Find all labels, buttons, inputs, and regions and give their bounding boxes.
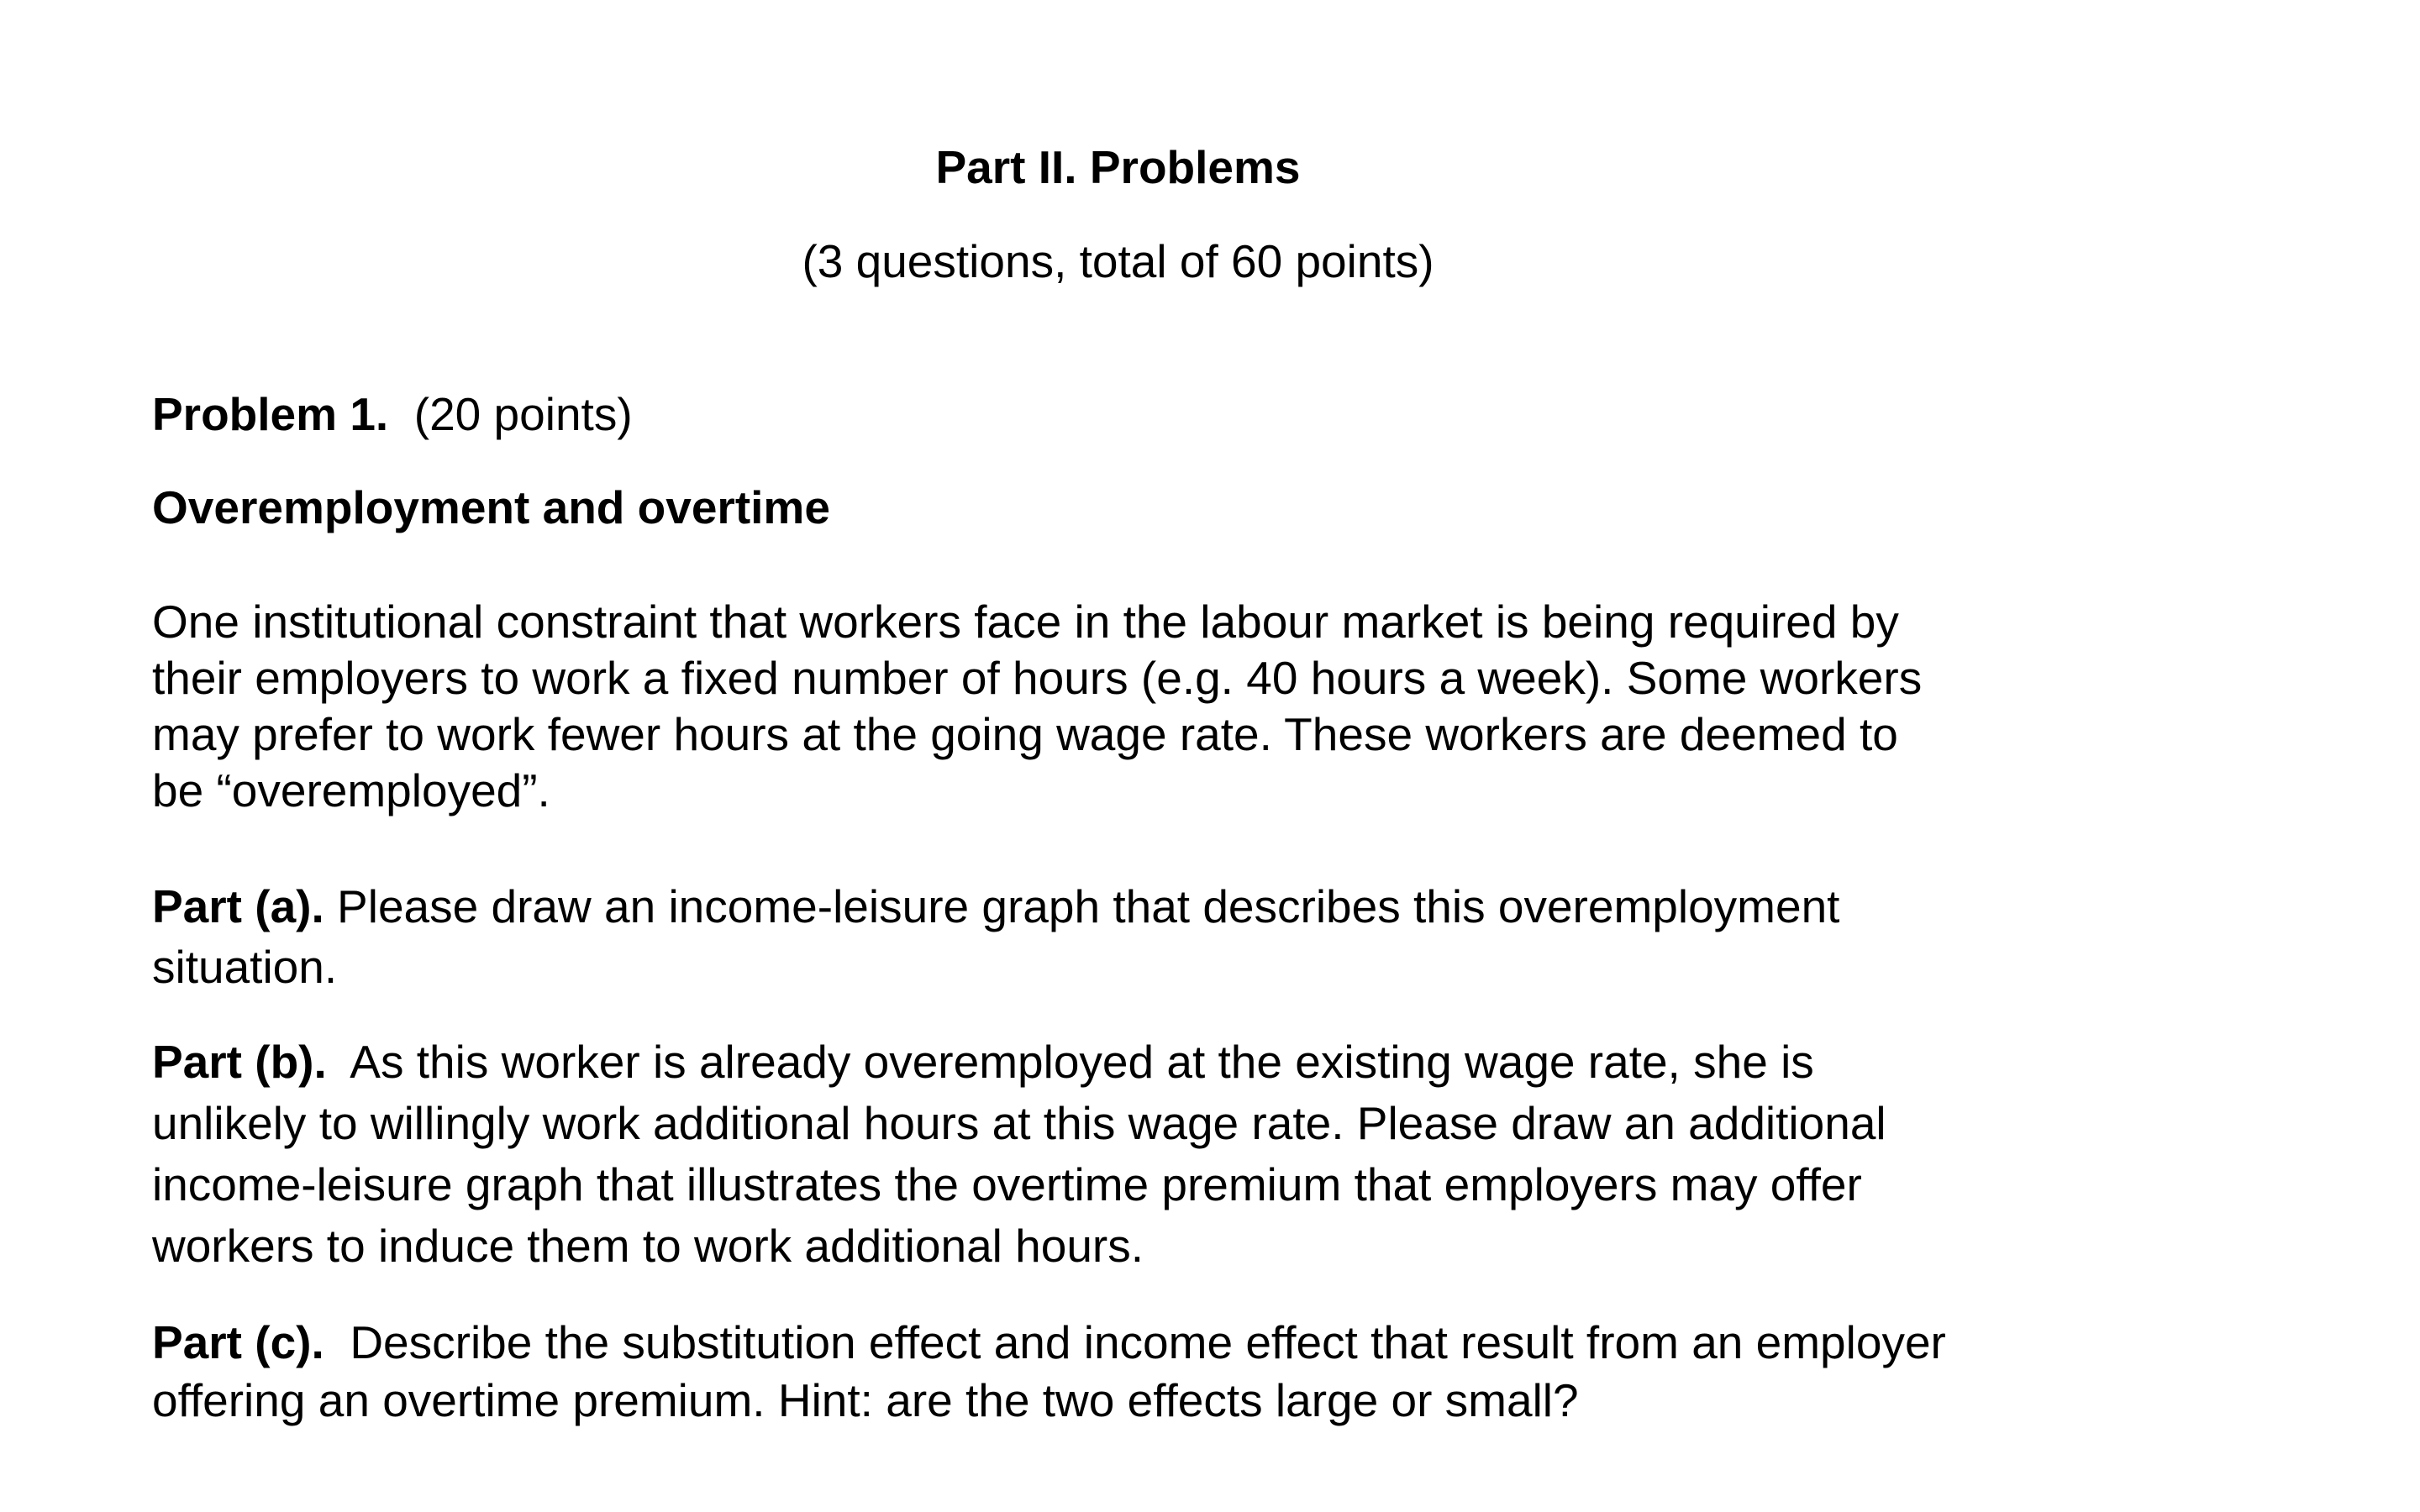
part-a-text: Please draw an income-leisure graph that describes this overemployment [324,880,1840,932]
part-c-text: Describe the substitution effect and income effect that result from an employer [324,1316,1946,1368]
problem-points: (20 points) [413,388,633,440]
part-a-label: Part (a). [152,880,324,932]
part-b-text: income-leisure graph that illustrates the overtime premium that employers may offer [152,1158,1862,1210]
part-a-text: situation. [152,941,338,993]
problem-label: Problem 1. [152,388,389,440]
part-c-label: Part (c). [152,1316,324,1368]
page-title: Part II. Problems [935,141,1301,193]
part-b-text: unlikely to willingly work additional hours at this wage rate. Please draw an additional [152,1097,1886,1149]
part-c [152,1315,1946,1370]
problem-heading: Overemployment and overtime [152,481,830,533]
part-b-label: Part (b). [152,1036,327,1088]
page-subtitle: (3 questions, total of 60 points) [802,235,1434,287]
part-b-text: workers to induce them to work additional hours. [152,1220,1144,1272]
intro-line: their employers to work a fixed number of hours (e.g. 40 hours a week). Some workers [152,652,1923,704]
part-b [152,1034,1814,1089]
part-c-text: offering an overtime premium. Hint: are the two effects large or small? [152,1374,1579,1426]
intro-line: be “overemployed”. [152,764,550,816]
problem-header [152,386,633,442]
part-b-text: As this worker is already overemployed at the existing wage rate, she is [326,1036,1814,1088]
intro-line: may prefer to work fewer hours at the going wage rate. These workers are deemed to [152,708,1898,760]
intro-line: One institutional constraint that workers face in the labour market is being required by [152,596,1899,648]
part-a [152,879,1839,934]
